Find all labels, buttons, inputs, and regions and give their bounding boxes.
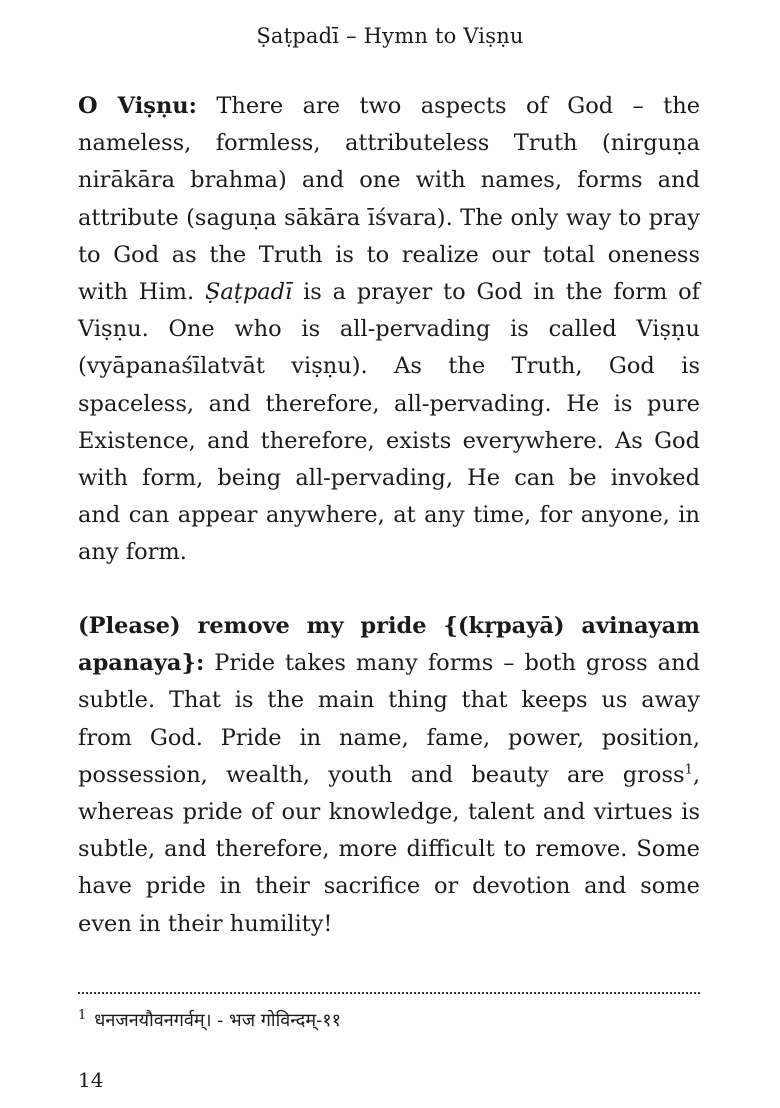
footnote-marker: 1 (78, 1008, 87, 1023)
paragraph-lead: (Please) remove my pride {(kṛpayā) avinayam apanaya}: (78, 613, 700, 677)
running-title: Ṣaṭpadī – Hymn to Viṣṇu (256, 24, 524, 48)
page-number: 14 (78, 1068, 104, 1092)
footnote (78, 1004, 341, 1033)
paragraph-body: Pride takes many forms – both gross and subtle. That is the main thing that keeps us away from God. Pride in name, fame, power, position, possession, wealth, youth and beauty are gross (78, 650, 700, 788)
paragraph-italic-term: Ṣaṭpadī (204, 279, 293, 306)
paragraph-lead: O Viṣṇu: (78, 93, 197, 119)
footnote-reference[interactable]: 1 (684, 762, 693, 778)
paragraph-pride (78, 608, 700, 943)
paragraph-body-continued: is a prayer to God in the form of Viṣṇu. One who is all-pervading is called Viṣṇu (vyāpanaśīlatvāt viṣṇu). As the Truth, God is spaceless, and therefore, all-pervading. He is pure Existence, and therefore, exists everywhere. As God with form, being all-pervading, He can be invoked and can appear anywhere, at any time, for anyone, in any form. (78, 279, 701, 566)
footnote-divider (78, 992, 700, 994)
footnote-text: धनजनयौवनगर्वम्। - भज गोविन्दम्-११ (94, 1010, 341, 1031)
paragraph-body-continued: , whereas pride of our knowledge, talent and virtues is subtle, and therefore, more difficult to remove. Some have pride in their sacrifice or devotion and some even in their humility! (78, 761, 700, 937)
paragraph-vishnu (78, 88, 700, 572)
paragraph-body: There are two aspects of God – the nameless, formless, attributeless Truth (nirguṇa nirākāra brahma) and one with names, forms and attribute (saguṇa sākāra īśvara). The only way to pray to God as the Truth is to realize our total oneness with Him. (78, 93, 701, 306)
